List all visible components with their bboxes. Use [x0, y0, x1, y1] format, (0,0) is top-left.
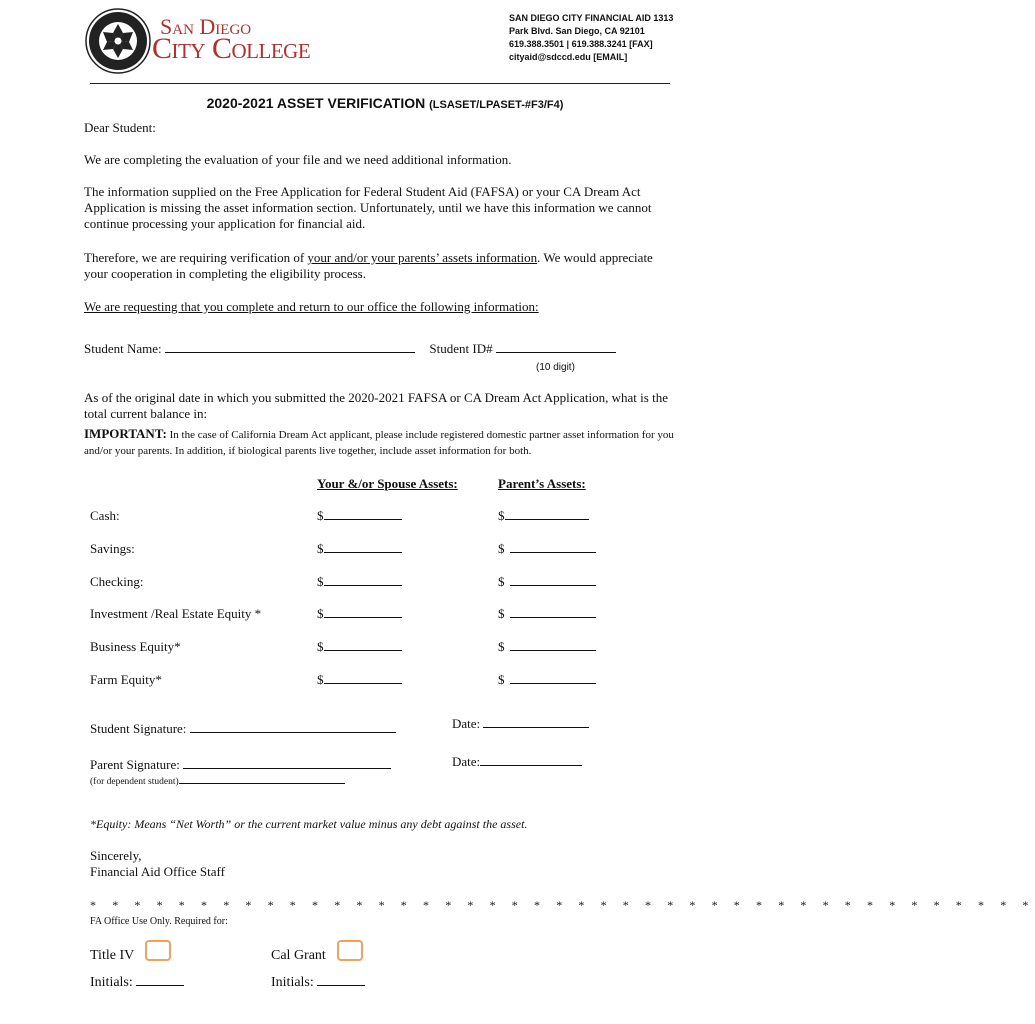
amount-line[interactable]	[324, 585, 402, 586]
amount-line[interactable]	[324, 617, 402, 618]
amount-line[interactable]	[510, 552, 596, 553]
column-header-parent-assets: Parent’s Assets:	[498, 476, 586, 491]
asset-row-label: Farm Equity*	[90, 672, 162, 687]
student-asset-checking[interactable]	[317, 574, 402, 590]
currency-symbol: $	[317, 508, 324, 523]
asset-row-label: Savings:	[90, 541, 135, 556]
paragraph-3-emphasis: your and/or your parents’ assets information	[307, 250, 538, 265]
parent-signature-row	[90, 757, 391, 773]
title-iv-checkbox[interactable]	[145, 940, 171, 961]
currency-symbol: $	[317, 639, 324, 654]
amount-line[interactable]	[324, 650, 402, 651]
paragraph-2: The information supplied on the Free Application for Federal Student Aid (FAFSA) or your CA Dream Act Application is missing the asset information section. Unfortunately, until we have this information we cannot continue processing your application for financial aid.	[84, 184, 652, 231]
title-iv-initials-field[interactable]	[136, 985, 184, 986]
student-info-row	[84, 341, 684, 357]
amount-line[interactable]	[510, 617, 596, 618]
currency-symbol: $	[498, 639, 505, 654]
paragraph-3-end: . We would appreciate your cooperation in completing the eligibility process.	[84, 250, 653, 281]
student-date-row	[452, 716, 589, 732]
amount-line[interactable]	[324, 683, 402, 684]
amount-line[interactable]	[505, 519, 589, 520]
parent-asset-investment[interactable]	[498, 606, 596, 622]
asset-row-label: Cash:	[90, 508, 120, 523]
currency-symbol: $	[498, 541, 505, 556]
equity-footnote: *Equity: Means “Net Worth” or the current market value minus any debt against the asset.	[90, 817, 528, 831]
closing-sincerely: Sincerely,	[90, 848, 142, 863]
currency-symbol: $	[317, 606, 324, 621]
college-seal-logo	[85, 8, 151, 74]
parent-asset-checking[interactable]	[498, 574, 596, 590]
title-sub: (LSASET/LPASET-#F3/F4)	[429, 99, 564, 111]
title-iv-label: Title IV	[90, 948, 135, 963]
contact-line: SAN DIEGO CITY FINANCIAL AID 1313	[509, 13, 674, 23]
parent-signature-label: Parent Signature:	[90, 757, 180, 772]
student-id-hint: (10 digit)	[536, 362, 575, 373]
dependent-note-line	[179, 783, 345, 784]
important-note	[84, 426, 679, 459]
dependent-note: (for dependent student)	[90, 777, 179, 787]
student-id-field[interactable]	[496, 352, 616, 353]
student-name-label: Student Name:	[84, 341, 162, 356]
student-asset-savings[interactable]	[317, 541, 402, 557]
paragraph-3	[84, 250, 664, 282]
parent-asset-savings[interactable]	[498, 541, 596, 557]
page-title	[0, 95, 770, 111]
dependent-note-row	[90, 777, 345, 787]
office-use-only: FA Office Use Only. Required for:	[90, 916, 228, 927]
title-main: 2020-2021 ASSET VERIFICATION	[206, 95, 430, 111]
currency-symbol: $	[317, 672, 324, 687]
student-asset-business[interactable]	[317, 639, 402, 655]
paragraph-1: We are completing the evaluation of your file and we need additional information.	[84, 152, 512, 167]
amount-line[interactable]	[510, 650, 596, 651]
column-header-student-assets: Your &/or Spouse Assets:	[317, 476, 458, 491]
student-signature-field[interactable]	[190, 732, 396, 733]
title-iv-initials-row	[90, 975, 184, 991]
amount-line[interactable]	[324, 519, 402, 520]
amount-line[interactable]	[510, 683, 596, 684]
asset-row-label: Checking:	[90, 574, 144, 589]
cal-grant-label: Cal Grant	[271, 948, 326, 963]
parent-asset-farm[interactable]	[498, 672, 596, 688]
amount-line[interactable]	[324, 552, 402, 553]
currency-symbol: $	[317, 574, 324, 589]
paragraph-3-start: Therefore, we are requiring verification of	[84, 250, 308, 265]
student-asset-farm[interactable]	[317, 672, 402, 688]
greeting: Dear Student:	[84, 120, 156, 135]
student-name-field[interactable]	[165, 352, 415, 353]
asset-row-label: Investment /Real Estate Equity *	[90, 606, 262, 621]
parent-date-row	[452, 754, 582, 770]
balance-question: As of the original date in which you submitted the 2020-2021 FAFSA or CA Dream Act Application, what is the total current balance in:	[84, 390, 668, 421]
student-signature-row	[90, 721, 396, 737]
paragraph-4: We are requesting that you complete and return to our office the following information:	[84, 299, 539, 314]
important-label: IMPORTANT:	[84, 426, 167, 441]
student-asset-investment[interactable]	[317, 606, 402, 622]
cal-grant-initials-field[interactable]	[317, 985, 365, 986]
initials-label: Initials:	[271, 975, 314, 990]
currency-symbol: $	[498, 672, 505, 687]
student-signature-label: Student Signature:	[90, 721, 187, 736]
logo-wordmark-san-diego: San Diego	[160, 14, 252, 39]
cal-grant-checkbox[interactable]	[337, 940, 363, 961]
important-text: In the case of California Dream Act applicant, please include registered domestic partner asset information for you and/or your parents. In addition, if biological parents live together, include asset information for both.	[84, 429, 674, 457]
student-date-label: Date:	[452, 716, 481, 731]
logo-wordmark-city-college: City College	[152, 32, 311, 65]
header-divider	[90, 83, 670, 84]
contact-line: Park Blvd. San Diego, CA 92101	[509, 26, 645, 36]
initials-label: Initials:	[90, 975, 133, 990]
asset-row-label: Business Equity*	[90, 639, 181, 654]
closing-signoff: Financial Aid Office Staff	[90, 864, 225, 879]
currency-symbol: $	[317, 541, 324, 556]
parent-asset-business[interactable]	[498, 639, 596, 655]
student-asset-cash[interactable]	[317, 508, 402, 524]
parent-date-field[interactable]	[480, 765, 582, 766]
currency-symbol: $	[498, 574, 505, 589]
star-divider: * * * * * * * * * * * * * * * * * * * * * * * * * * * * * * * * * * * * * * * * * * *	[90, 898, 1035, 912]
currency-symbol: $	[498, 606, 505, 621]
contact-line: cityaid@sdccd.edu [EMAIL]	[509, 52, 628, 62]
contact-line: 619.388.3501 | 619.388.3241 [FAX]	[509, 39, 653, 49]
currency-symbol: $	[498, 508, 505, 523]
parent-date-label: Date:	[452, 754, 481, 769]
seal-icon	[85, 8, 151, 74]
parent-signature-field[interactable]	[183, 768, 391, 769]
parent-asset-cash[interactable]	[498, 508, 589, 524]
student-date-field[interactable]	[483, 727, 589, 728]
amount-line[interactable]	[510, 585, 596, 586]
cal-grant-initials-row	[271, 975, 365, 991]
student-id-label: Student ID#	[429, 341, 493, 356]
contact-block	[509, 12, 673, 64]
